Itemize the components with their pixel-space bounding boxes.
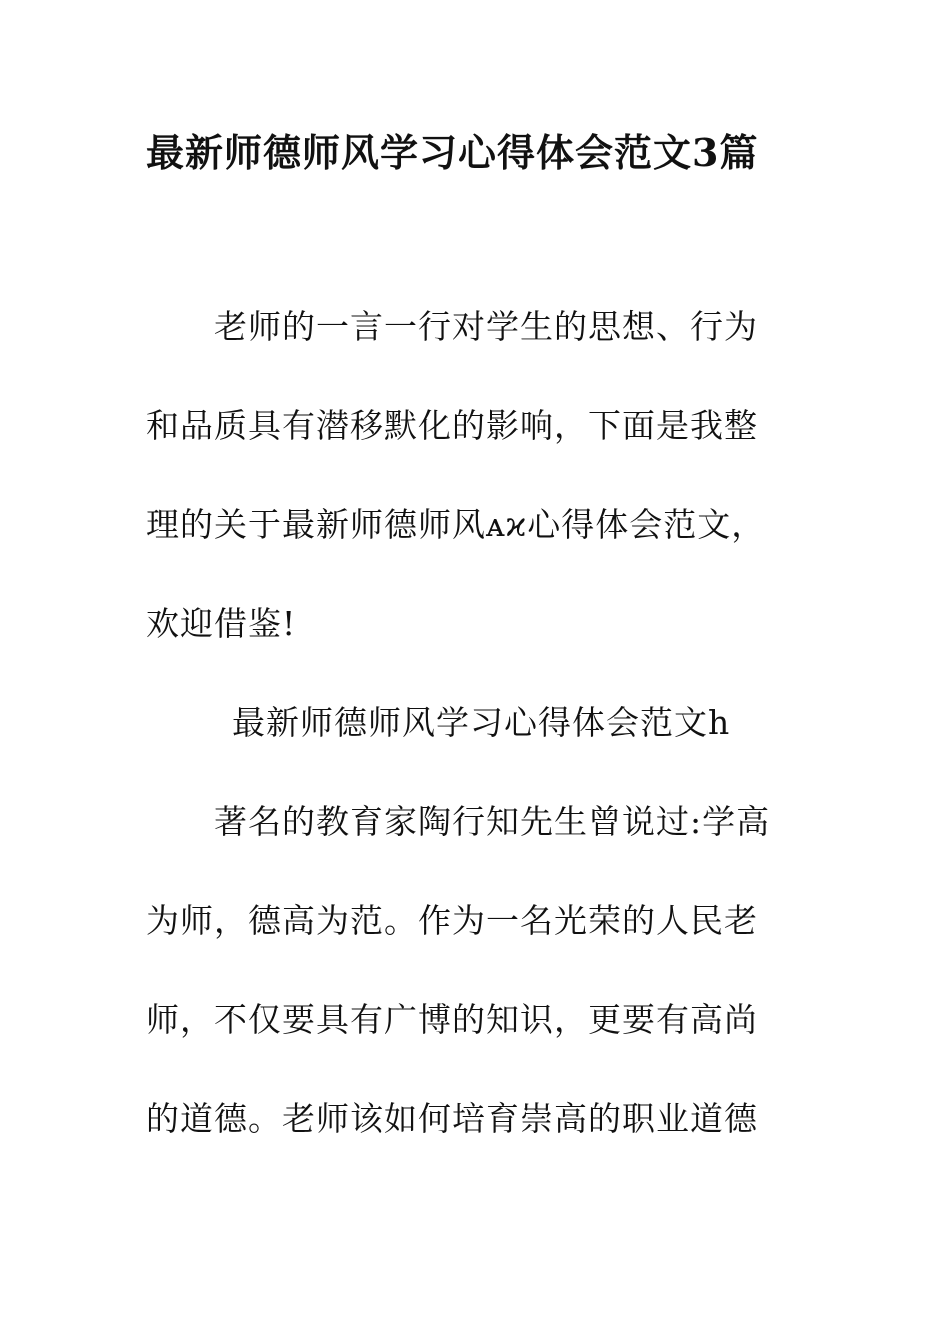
paragraph-line: 为师，德高为范。作为一名光荣的人民老 xyxy=(146,901,758,940)
paragraph-line: 欢迎借鉴! xyxy=(146,604,297,643)
document-title: 最新师德师风学习心得体会范文3篇 xyxy=(146,130,759,175)
paragraph-line: 著名的教育家陶行知先生曾说过:学高 xyxy=(214,802,771,841)
paragraph-line: 理的关于最新师德师风ᴀϰ心得体会范文， xyxy=(146,505,766,544)
paragraph-line: 和品质具有潜移默化的影响，下面是我整 xyxy=(146,406,758,445)
paragraph-line: 师，不仅要具有广博的知识，更要有高尚 xyxy=(146,1000,758,1039)
paragraph-line: 老师的一言一行对学生的思想、行为 xyxy=(214,307,758,346)
section-heading: 最新师德师风学习心得体会范文h xyxy=(232,703,731,742)
paragraph-line: 的道德。老师该如何培育崇高的职业道德 xyxy=(146,1099,758,1138)
